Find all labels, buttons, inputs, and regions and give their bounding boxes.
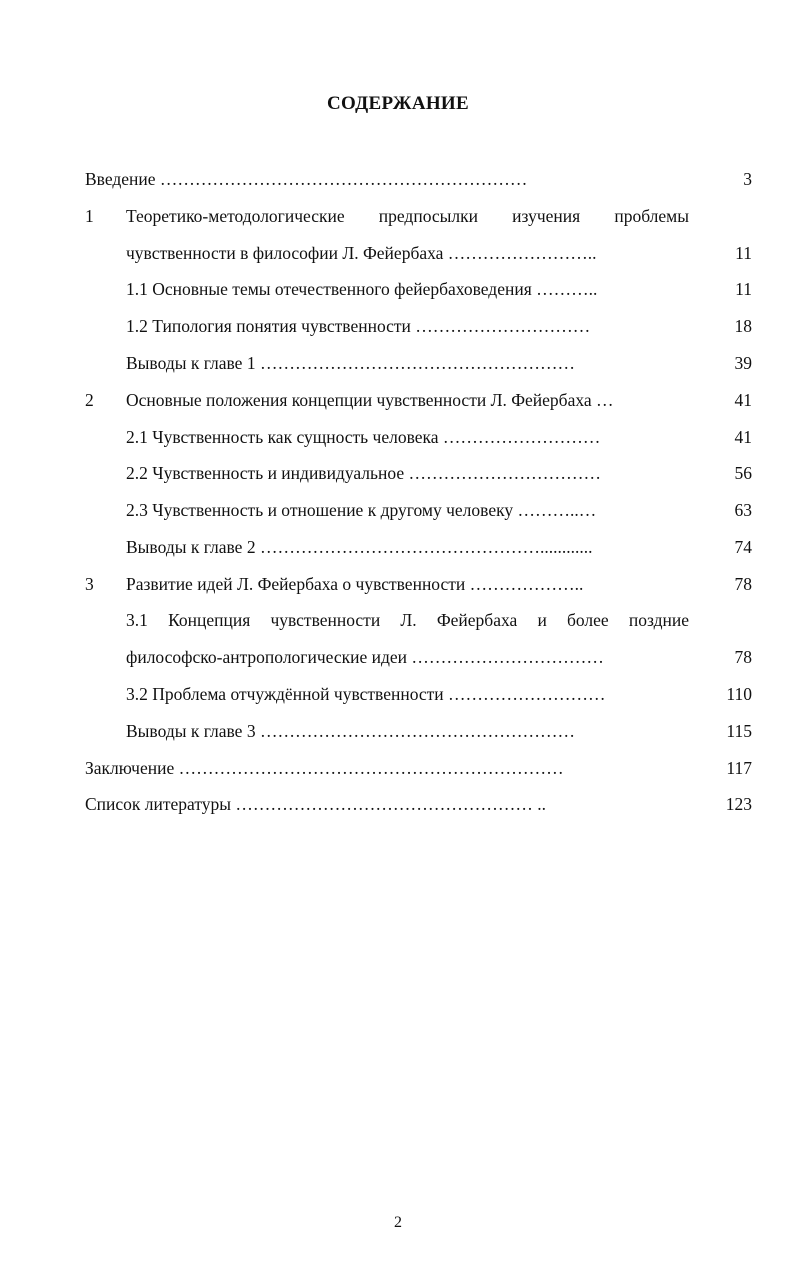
toc-page-conclusion: 117 (726, 758, 752, 778)
toc-page-chapter-3: 78 (734, 574, 752, 594)
toc-entry-bibliography: Список литературы …………………………………………… .. (85, 794, 547, 814)
toc-section-2-3: 2.3 Чувственность и отношение к другому человеку ………..… (126, 500, 597, 520)
toc-conclusions-chapter-1: Выводы к главе 1 ……………………………………………… (126, 353, 575, 373)
toc-section-3-1-line1: 3.1 Концепция чувственности Л. Фейербаха и более поздние (126, 610, 689, 630)
toc-section-1-1: 1.1 Основные темы отечественного фейербаховедения ……….. (126, 279, 598, 299)
toc-page-section-2-3: 63 (734, 500, 752, 520)
toc-section-2-1: 2.1 Чувственность как сущность человека ……………………… (126, 427, 601, 447)
toc-page-chapter-2: 41 (734, 390, 752, 410)
toc-page-section-3-1: 78 (734, 647, 752, 667)
toc-page-conclusions-chapter-1: 39 (734, 353, 752, 373)
toc-page-section-2-2: 56 (734, 463, 752, 483)
toc-chapter-1-title-line1: Теоретико-методологические предпосылки изучения проблемы (126, 206, 689, 226)
toc-chapter-3-number: 3 (85, 574, 94, 594)
toc-chapter-1-number: 1 (85, 206, 94, 226)
toc-page-section-2-1: 41 (734, 427, 752, 447)
toc-page-chapter-1: 11 (735, 243, 752, 263)
toc-entry-conclusion: Заключение ………………………………………………………… (85, 758, 564, 778)
toc-chapter-3-title: Развитие идей Л. Фейербаха о чувственности ……………….. (126, 574, 584, 594)
toc-chapter-2-title: Основные положения концепции чувственности Л. Фейербаха … (126, 390, 614, 410)
toc-section-3-2: 3.2 Проблема отчуждённой чувственности ……………………… (126, 684, 606, 704)
toc-section-3-1-line2: философско-антропологические идеи …………………………… (126, 647, 604, 667)
toc-page-section-3-2: 110 (726, 684, 752, 704)
toc-section-2-2: 2.2 Чувственность и индивидуальное …………………………… (126, 463, 601, 483)
toc-page-conclusions-chapter-2: 74 (734, 537, 752, 557)
toc-chapter-1-title-line2: чувственности в философии Л. Фейербаха …………………….. (126, 243, 597, 263)
toc-chapter-2-number: 2 (85, 390, 94, 410)
toc-conclusions-chapter-2: Выводы к главе 2 …………………………………………............ (126, 537, 593, 557)
page-number: 2 (394, 1214, 402, 1231)
toc-entry-intro: Введение ……………………………………………………… (85, 169, 528, 189)
toc-conclusions-chapter-3: Выводы к главе 3 ……………………………………………… (126, 721, 575, 741)
page-title: СОДЕРЖАНИЕ (327, 93, 469, 114)
toc-page-conclusions-chapter-3: 115 (726, 721, 752, 741)
toc-page-intro: 3 (743, 169, 752, 189)
toc-section-1-2: 1.2 Типология понятия чувственности ………………………… (126, 316, 591, 336)
toc-page-section-1-2: 18 (734, 316, 752, 336)
toc-page-section-1-1: 11 (735, 279, 752, 299)
toc-page-bibliography: 123 (725, 794, 752, 814)
